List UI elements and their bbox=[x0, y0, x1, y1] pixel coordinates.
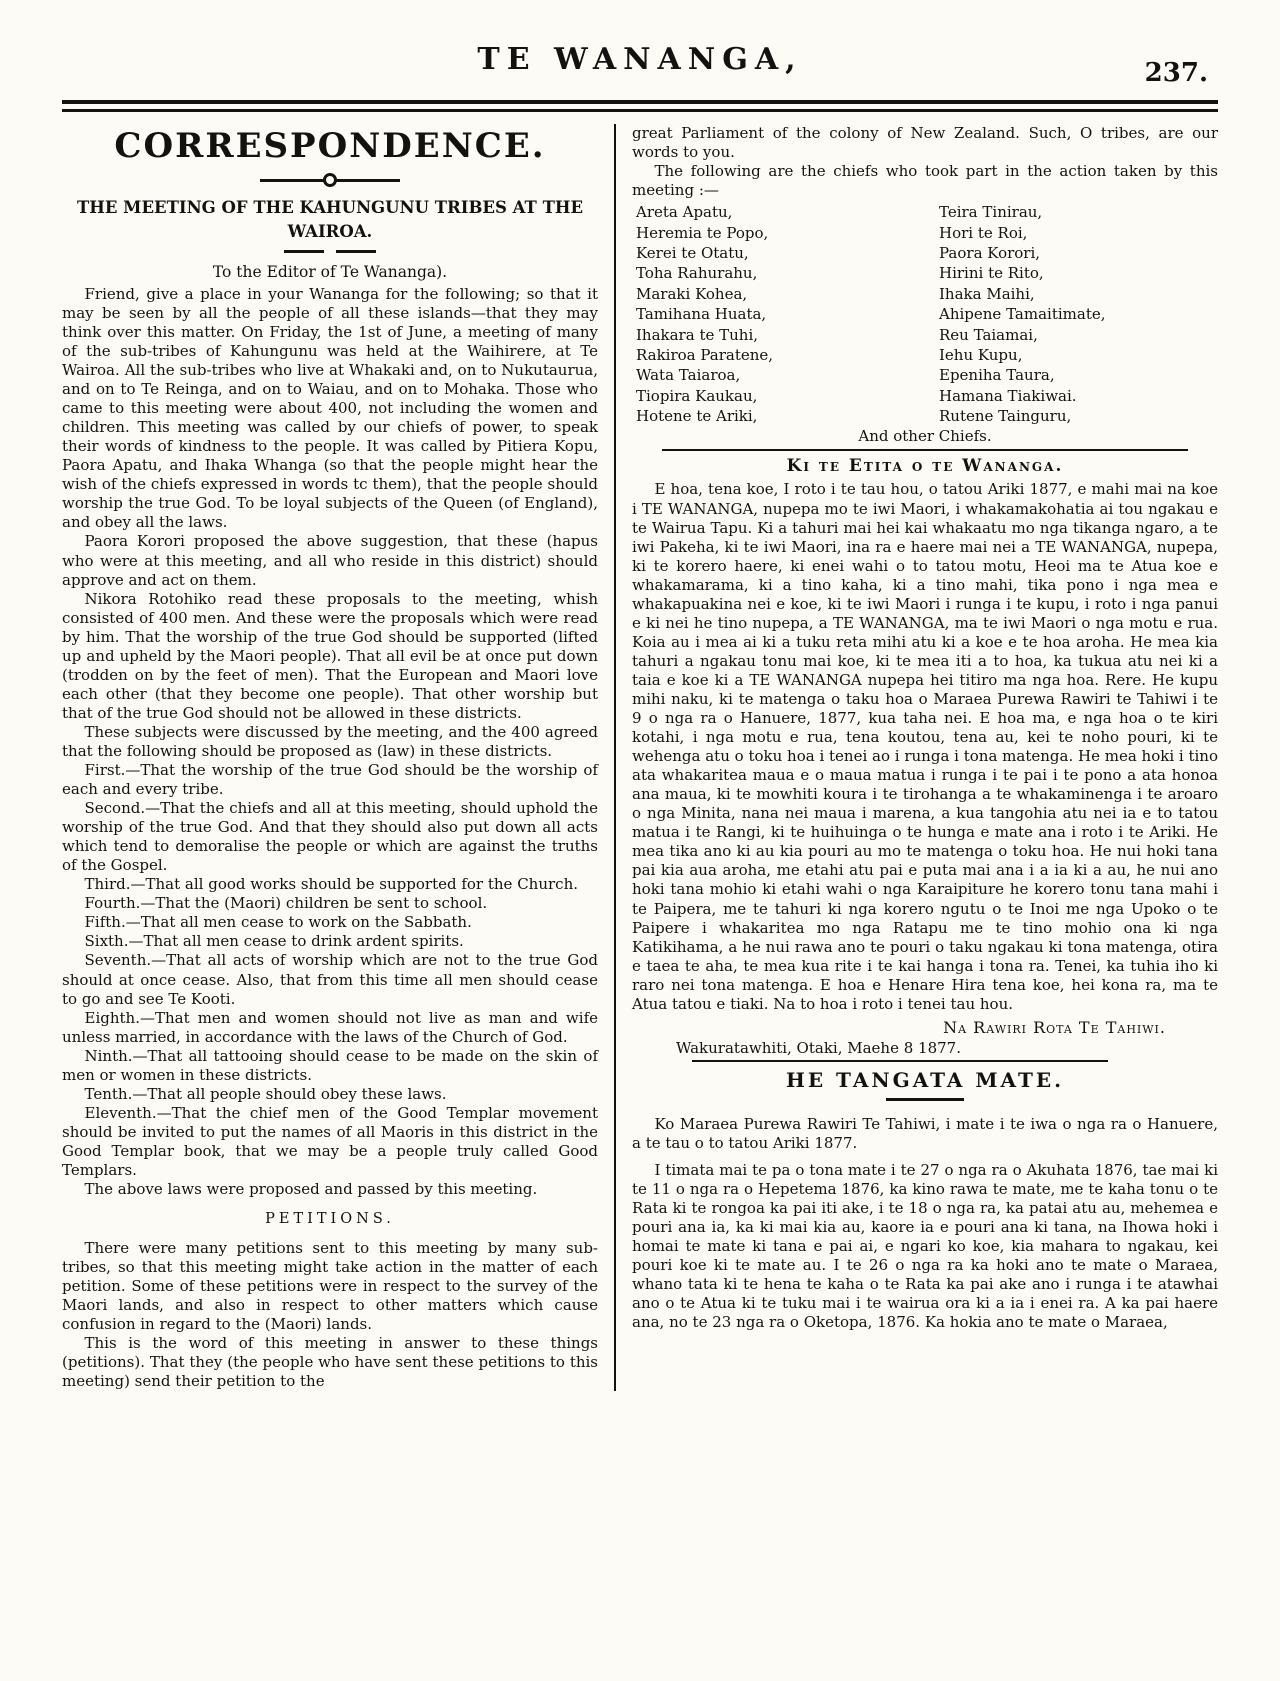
chiefs-column-left bbox=[632, 202, 925, 426]
law-item: Tenth.—That all people should obey these laws. bbox=[84, 1084, 447, 1103]
chief-name: Teira Tinirau, bbox=[939, 203, 1043, 222]
obituary-heading: HE TANGATA MATE. bbox=[785, 1067, 1065, 1092]
right-column bbox=[616, 124, 1218, 1391]
page-header bbox=[0, 0, 1280, 94]
law-item: Fifth.—That all men cease to work on the Sabbath. bbox=[84, 913, 472, 932]
dash bbox=[336, 250, 376, 253]
section-rule bbox=[692, 1060, 1108, 1062]
petitions-heading: PETITIONS. bbox=[265, 1211, 395, 1228]
left-column bbox=[62, 124, 614, 1391]
chief-name: Ihaka Maihi, bbox=[939, 284, 1035, 303]
section-title: CORRESPONDENCE. bbox=[114, 126, 546, 166]
law-item: Sixth.—That all men cease to drink ardent spirits. bbox=[84, 932, 464, 951]
law-item: Eighth.—That men and women should not live as man and wife unless married, in accordance with the laws of the Church of God. bbox=[62, 1008, 598, 1046]
salutation: To the Editor of Te Wananga). bbox=[212, 262, 448, 281]
chief-name: Areta Apatu, bbox=[636, 203, 733, 222]
letter-body: E hoa, tena koe, I roto i te tau hou, o tatou Ariki 1877, e mahi mai na koe i TE WANANGA, nupepa mo te iwi Maori, i whakamakohatia ai tou ngakau e te Wairua Tapu. Ki a tahuri mai hei kai whakaatu mo nga tikanga ngaro, a te iwi Pakeha, ki te iwi Maori, ina ra e haere mai nei a TE WANANGA, nupepa, ki te korero haere, ki enei wahi o to tatou motu, Heoi ma te Atua koe e whakamarama, ki a tino kaha, ki a tino mahi, tika pono i nga mea e whakapuakina nei e koe, ki te iwi Maori i runga i te kupu, i roto i nga panui e ki nei he tino nupepa, a TE WANANGA, ma te iwi Maori o nga motu e rua. Koia au i mea ai ki a tuku reta mihi atu ki a koe e te hoa aroha. He mea kia tahuri a ngakau tonu mai koe, ki te mea iti a to hoa, ka tukua atu nei ki a taia e koe ki a TE WANANGA nupepa hei titiro ma nga hoa. Rere. He kupu mihi naku, ki te matenga o taku hoa o Maraea Purewa Rawiri te Tahiwi i te 9 o nga ra o Hanuere, 1877, kua taha nei. E hoa ma, e nga hoa o te kiri kotahi, i nga motu e rua, tena koutou, tena au, kei te noho pouri, ki te wehenga atu o toku hoa i tenei ao i runga i tona matenga. He mea hoki i tino ata whakaritea maua e o maua matua i runga i te pai i te pono a ata honoa ana maua, ki te mowhiti koura i te tirohanga a te whakaminenga i te aroaro o nga Minita, nana nei maua i marena, a kua tangohia atu nei ia e to tatou matua i te Rangi, ki te huihuinga o te hunga e mate ana i roto i te Ariki. He mea tika ano ki au kia pouri au mo te matenga o toku hoa. He nui hoki tana pai kia aua aroha, me etahi atu pai e puta mai ana i a ia ki a au, he nui ano hoki tana mohio ki etahi wahi o nga Karaipiture he korero tonu tana mahi i te Paipera, me te tahuri ki nga korero ngutu o te Inoi me nga Upoko o te Paipere i whakaritea mo nga Ratapu me te tino mohio ona ki nga Katikihama, a he nui rawa ano te pouri o taku ngakau ki tona matenga, otira e taea te aha, te mea kua rite i te kai hanga i tona ra. Tenei, ka tuhia iho ki raro nei tona matenga. E hoa e Henare Hira tena koe, hei kona ra, ma te Atua tatou e tiaki. Na to hoa i roto i tenei tau hou. bbox=[632, 480, 1218, 1013]
masthead-title: TE WANANGA, bbox=[477, 42, 803, 77]
chiefs-footer: And other Chiefs. bbox=[858, 427, 992, 446]
chief-name: Hirini te Rito, bbox=[939, 264, 1044, 283]
article-title: THE MEETING OF THE KAHUNGUNU TRIBES AT THE WAIROA. bbox=[76, 198, 584, 241]
paragraph: I timata mai te pa o tona mate i te 27 o nga ra o Akuhata 1876, tae mai ki te 11 o nga ra o Hepetema 1876, ka kino rawa te mate, me te kaha tonu o te Rata ki te rongoa ka pai iti ake, i te 18 o nga ra, ka patai atu au, mehemea e pouri ana ia, ka ki mai kia au, kaore ia e pouri ana ki tana, na Ihowa hoki i homai te mate ki tana e pai ai, e ngari ko koe, kia mahara to ngakau, kei pouri koe ki te mate au. I te 26 o nga ra ka hoki ano te mate o Maraea, whano tata ki te hena te kaha o te Rata ka pai ake ano i runga i te atawhai ano o te Atua ki te tuku mai i te wairua ora ki a ia i enei ra. A ka pai haere ana, no te 23 nga ra o Oketopa, 1876. Ka hokia ano te mate o Maraea, bbox=[632, 1160, 1218, 1332]
heading-rule bbox=[886, 1098, 964, 1101]
paragraph: Ko Maraea Purewa Rawiri Te Tahiwi, i mate i te iwa o nga ra o Hanuere, a te tau o to tatou Ariki 1877. bbox=[632, 1114, 1218, 1152]
chief-name: Paora Korori, bbox=[939, 243, 1041, 262]
paragraph: Friend, give a place in your Wananga for the following; so that it may be seen by all the people of all these islands—that they may think over this matter. On Friday, the 1st of June, a meeting of many of the sub-tribes of Kahungunu was held at the Waihirere, at Te Wairoa. All the sub-tribes who live at Whakaki and, on to Nukutaurua, and on to Te Reinga, and on to Waiau, and on to Mohaka. Those who came to this meeting were about 400, not including the women and children. This meeting was called by our chiefs of power, to speak their words of kindness to the people. It was called by Pitiera Kopu, Paora Apatu, and Ihaka Whanga (so that the people might hear the wish of the chiefs expressed in words tc them), that the people should worship the true God. To be loyal subjects of the Queen (of England), and obey all the laws. bbox=[62, 284, 598, 532]
chief-name: Tiopira Kaukau, bbox=[636, 386, 758, 405]
chiefs-column-right bbox=[925, 202, 1218, 426]
law-item: Fourth.—That the (Maori) children be sent to school. bbox=[84, 894, 488, 913]
header-rule-top bbox=[62, 100, 1218, 104]
page-columns bbox=[0, 112, 1280, 1391]
letter-signature: Na Rawiri Rota Te Tahiwi. bbox=[943, 1017, 1166, 1037]
chief-name: Rakiroa Paratene, bbox=[636, 345, 774, 364]
ornament-rule bbox=[62, 173, 598, 187]
chief-name: Tamihana Huata, bbox=[636, 305, 767, 324]
ornament-line bbox=[260, 179, 324, 182]
dash-rule bbox=[62, 250, 598, 253]
spacer bbox=[632, 1153, 1218, 1161]
paragraph: This is the word of this meeting in answer to these things (petitions). That they (the people who have sent these petitions to this meeting) send their petition to the bbox=[62, 1334, 598, 1391]
chief-name: Iehu Kupu, bbox=[939, 345, 1023, 364]
letter-heading: Ki te Etita o te Wananga. bbox=[786, 456, 1064, 477]
chief-name: Heremia te Popo, bbox=[636, 223, 769, 242]
law-item: Third.—That all good works should be supported for the Church. bbox=[84, 875, 578, 894]
ornament-line bbox=[336, 179, 400, 182]
law-item: First.—That the worship of the true God should be the worship of each and every tribe. bbox=[62, 761, 598, 799]
dash bbox=[284, 250, 324, 253]
chief-name: Ahipene Tamaitimate, bbox=[939, 305, 1106, 324]
ornament-circle bbox=[323, 173, 337, 187]
paragraph: There were many petitions sent to this meeting by many sub-tribes, so that this meeting might take action in the matter of each petition. Some of these petitions were in respect to the survey of the Maori lands, and also in respect to other matters which cause confusion in regard to the (Maori) lands. bbox=[62, 1239, 598, 1334]
paragraph: Paora Korori proposed the above suggestion, that these (hapus who were at this meeting, and all who reside in this district) should approve and act on them. bbox=[62, 532, 598, 589]
letter-dateline: Wakuratawhiti, Otaki, Maehe 8 1877. bbox=[676, 1038, 961, 1057]
chief-name: Reu Taiamai, bbox=[939, 325, 1038, 344]
chief-name: Hamana Tiakiwai. bbox=[939, 386, 1077, 405]
section-rule bbox=[662, 449, 1188, 451]
chief-name: Maraki Kohea, bbox=[636, 284, 748, 303]
chief-name: Epeniha Taura, bbox=[939, 366, 1055, 385]
law-item: Ninth.—That all tattooing should cease to be made on the skin of men or women in these districts. bbox=[62, 1046, 598, 1084]
paragraph: The above laws were proposed and passed by this meeting. bbox=[84, 1180, 538, 1199]
paragraph: great Parliament of the colony of New Zealand. Such, O tribes, are our words to you. bbox=[632, 124, 1218, 162]
chiefs-list bbox=[632, 202, 1218, 426]
chief-name: Toha Rahurahu, bbox=[636, 264, 758, 283]
chief-name: Ihakara te Tuhi, bbox=[636, 325, 759, 344]
law-item: Eleventh.—That the chief men of the Good Templar movement should be invited to put the names of all Maoris in this district in the Good Templar book, that we may be a people truly called Good Templars. bbox=[62, 1103, 598, 1179]
chief-name: Hotene te Ariki, bbox=[636, 407, 758, 426]
law-item: Second.—That the chiefs and all at this meeting, should uphold the worship of the true God. And that they should also put down all acts which tend to demoralise the people or which are against the truths of the Gospel. bbox=[62, 799, 598, 875]
chief-name: Wata Taiaroa, bbox=[636, 366, 741, 385]
chief-name: Hori te Roi, bbox=[939, 223, 1028, 242]
paragraph: Nikora Rotohiko read these proposals to the meeting, whish consisted of 400 men. And these were the proposals which were read by him. That the worship of the true God should be supported (lifted up and upheld by the Maori people). That all evil be at once put down (trodden on by the feet of men). That the European and Maori love each other (that they become one people). That other worship but that of the true God should not be allowed in these districts. bbox=[62, 589, 598, 722]
paragraph: The following are the chiefs who took part in the action taken by this meeting :— bbox=[632, 162, 1218, 200]
law-item: Seventh.—That all acts of worship which are not to the true God should at once cease. Also, that from this time all men should cease to go and see Te Kooti. bbox=[62, 951, 598, 1008]
paragraph: These subjects were discussed by the meeting, and the 400 agreed that the following should be proposed as (law) in these districts. bbox=[62, 722, 598, 760]
chief-name: Rutene Tainguru, bbox=[939, 407, 1072, 426]
page-number: 237. bbox=[1144, 58, 1208, 88]
chief-name: Kerei te Otatu, bbox=[636, 243, 749, 262]
